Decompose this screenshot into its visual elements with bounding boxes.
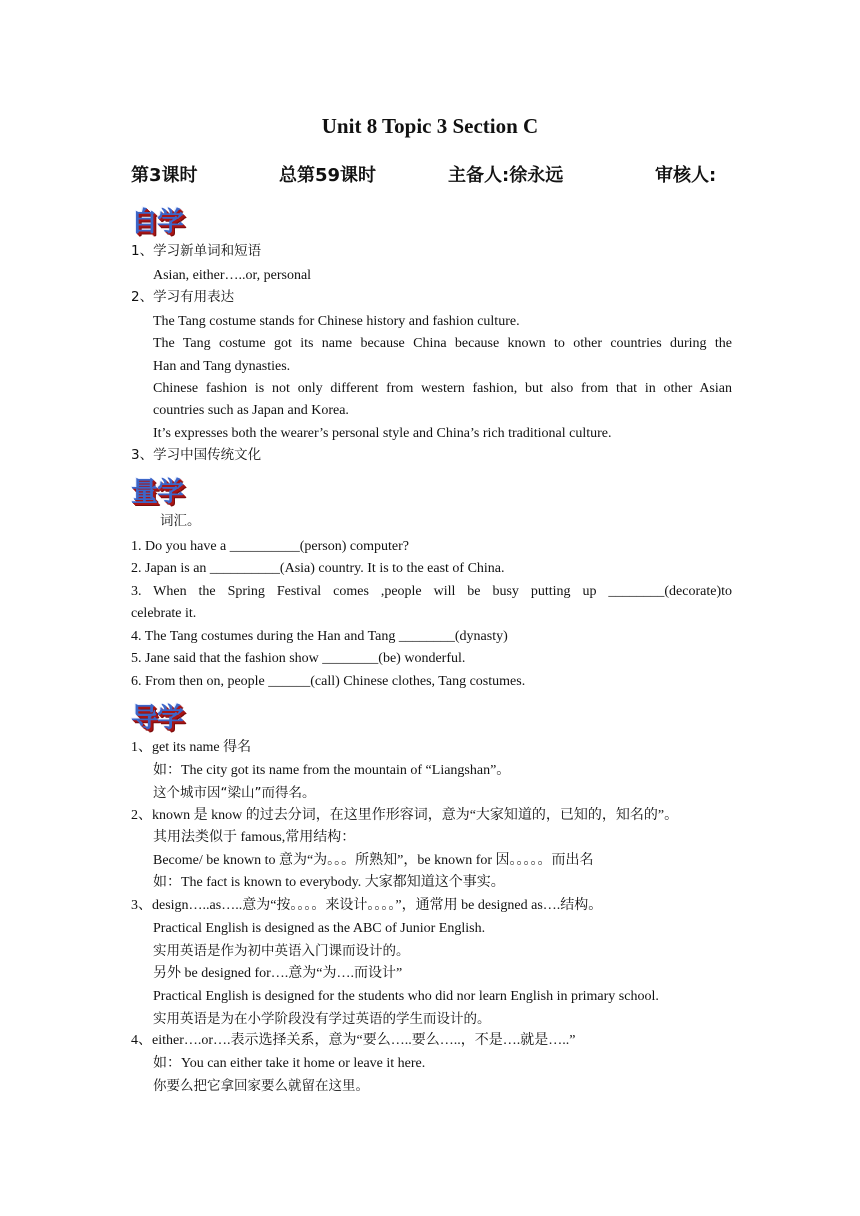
self-study-item-2: 2、学习有用表达 [131,289,235,305]
measure-study-banner: 量学 [131,477,183,508]
guide-study-banner: 导学 [131,703,183,734]
exercise-3-line-1: 3. When the Spring Festival comes ,people will be busy putting up ________(decorate)to [131,584,732,599]
guide-item-2-usage: 其用法类似于 famous,常用结构： [153,830,356,845]
guide-item-3-translation-2: 实用英语是为在小学阶段没有学过英语的学生而设计的。 [153,1011,491,1027]
total-period-label: 总第59课时 [279,165,377,186]
guide-item-2-example: 如：The fact is known to everybody. 大家都知道这个事实。 [153,875,505,890]
guide-item-3-example-2: Practical English is designed for the students who did nor learn English in primary school. [153,989,659,1004]
guide-item-1-translation: 这个城市因“梁山”而得名。 [153,785,316,801]
exercise-5: 5. Jane said that the fashion show ________(be) wonderful. [131,651,466,666]
header-meta-row [131,161,731,187]
self-study-banner: 自学 [131,207,183,238]
guide-item-4-example: 如：You can either take it home or leave it here. [153,1056,426,1071]
document-title: Unit 8 Topic 3 Section C [321,114,539,138]
guide-item-2: 2、known 是 know 的过去分词，在这里作形容词，意为“大家知道的，已知的，知名的”。 [131,808,679,823]
guide-item-1: 1、get its name 得名 [131,740,252,755]
exercise-6: 6. From then on, people ______(call) Chinese clothes, Tang costumes. [131,674,526,689]
expression-3-line-1: Chinese fashion is not only different from western fashion, but also from that in other Asian [153,381,732,396]
vocabulary-heading: 词汇。 [160,513,201,529]
self-study-item-3: 3、学习中国传统文化 [131,447,262,463]
reviewer-label: 审核人: [655,165,717,186]
expression-1: The Tang costume stands for Chinese history and fashion culture. [153,314,520,329]
exercise-3-line-2: celebrate it. [131,606,197,621]
period-label: 第3课时 [131,165,198,186]
guide-item-3-translation-1: 实用英语是作为初中英语入门课而设计的。 [153,943,410,959]
guide-item-3-example-1: Practical English is designed as the ABC of Junior English. [153,921,486,936]
guide-item-3-note: 另外 be designed for….意为“为….而设计” [153,966,403,981]
expression-4: It’s expresses both the wearer’s personal style and China’s rich traditional culture. [153,426,612,441]
exercise-4: 4. The Tang costumes during the Han and Tang ________(dynasty) [131,629,508,644]
self-study-item-1: 1、学习新单词和短语 [131,243,262,259]
expression-2-line-1: The Tang costume got its name because China because known to other countries during the [153,336,732,351]
exercise-2: 2. Japan is an __________(Asia) country. It is to the east of China. [131,561,505,576]
self-study-words: Asian, either…..or, personal [153,268,312,283]
guide-item-2-structure: Become/ be known to 意为“为。。。所熟知”，be known for 因。。。。。而出名 [153,853,594,868]
guide-item-4-translation: 你要么把它拿回家要么就留在这里。 [153,1078,369,1094]
exercise-1: 1. Do you have a __________(person) computer? [131,539,409,554]
author-label: 主备人:徐永远 [448,165,564,186]
guide-item-3: 3、design…..as…..意为“按。。。。来设计。。。。”，通常用 be designed as….结构。 [131,898,603,913]
expression-3-line-2: countries such as Japan and Korea. [153,403,349,418]
guide-item-1-example: 如：The city got its name from the mountain of “Liangshan”。 [153,763,511,778]
guide-item-4: 4、either….or….表示选择关系，意为“要么…..要么…..，不是….就是…..” [131,1033,576,1048]
expression-2-line-2: Han and Tang dynasties. [153,359,291,374]
